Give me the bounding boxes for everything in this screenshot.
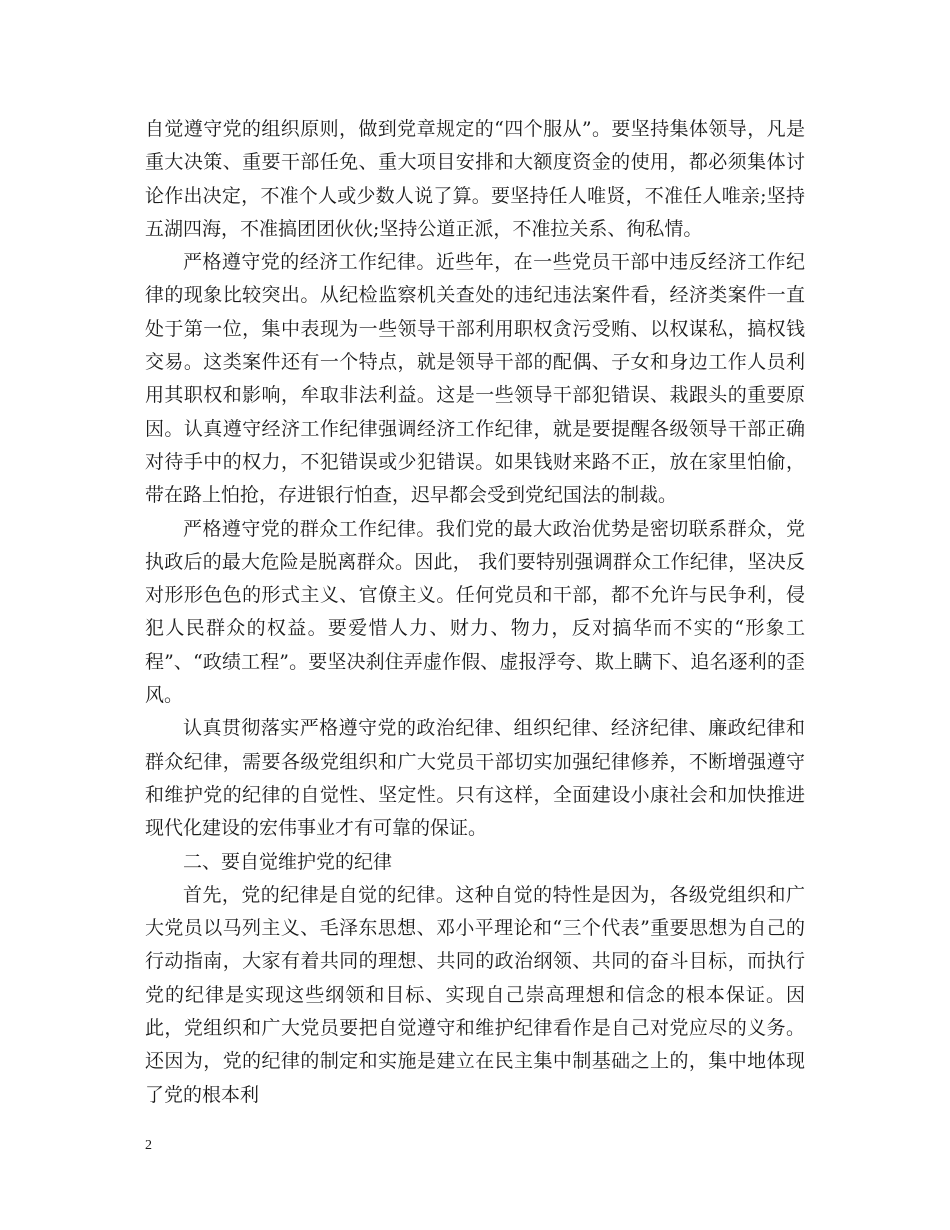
paragraph-self-conscious-discipline: 首先，党的纪律是自觉的纪律。这种自觉的特性是因为，各级党组织和广大党员以马列主义、毛泽东思想、邓小平理论和“三个代表”重要思想为自己的行动指南，大家有着共同的理想、共同的政治纲领、共同的奋斗目标，而执行党的纪律是实现这些纲领和目标、实现自己崇高理想和信念的根本保证。因此，党组织和广大党员要把自觉遵守和维护纪律看作是自己对党应尽的义务。还因为，党的纪律的制定和实施是建立在民主集中制基础之上的，集中地体现了党的根本利	[145, 883, 805, 1106]
paragraph-implementation-summary: 认真贯彻落实严格遵守党的政治纪律、组织纪律、经济纪律、廉政纪律和群众纪律，需要各级党组织和广大党员干部切实加强纪律修养，不断增强遵守和维护党的纪律的自觉性、坚定性。只有这样，全面建设小康社会和加快推进现代化建设的宏伟事业才有可靠的保证。	[145, 717, 805, 840]
paragraph-organization-discipline: 自觉遵守党的组织原则，做到党章规定的“四个服从”。要坚持集体领导，凡是重大决策、重要干部任免、重大项目安排和大额度资金的使用，都必须集体讨论作出决定，不准个人或少数人说了算。要坚持任人唯贤，不准任人唯亲;坚持五湖四海，不准搞团团伙伙;坚持公道正派，不准拉关系、徇私情。	[145, 118, 805, 240]
document-body	[145, 113, 805, 1112]
page-number: 2	[145, 1138, 152, 1153]
section-heading-maintain-discipline: 二、要自觉维护党的纪律	[183, 850, 393, 873]
paragraph-mass-work-discipline: 严格遵守党的群众工作纪律。我们党的最大政治优势是密切联系群众，党执政后的最大危险是脱离群众。因此， 我们要特别强调群众工作纪律，坚决反对形形色色的形式主义、官僚主义。任何党员和干部，都不允许与民争利，侵犯人民群众的权益。要爱惜人力、财力、物力，反对搞华而不实的“形象工程”、“政绩工程”。要坚决刹住弄虚作假、虚报浮夸、欺上瞒下、追名逐利的歪风。	[145, 517, 805, 707]
paragraph-economic-discipline: 严格遵守党的经济工作纪律。近些年，在一些党员干部中违反经济工作纪律的现象比较突出。从纪检监察机关查处的违纪违法案件看，经济类案件一直处于第一位，集中表现为一些领导干部利用职权贪污受贿、以权谋私，搞权钱交易。这类案件还有一个特点，就是领导干部的配偶、子女和身边工作人员利用其职权和影响，牟取非法利益。这是一些领导干部犯错误、栽跟头的重要原因。认真遵守经济工作纪律强调经济工作纪律，就是要提醒各级领导干部正确对待手中的权力，不犯错误或少犯错误。如果钱财来路不正，放在家里怕偷，带在路上怕抢，存进银行怕查，迟早都会受到党纪国法的制裁。	[145, 251, 805, 507]
